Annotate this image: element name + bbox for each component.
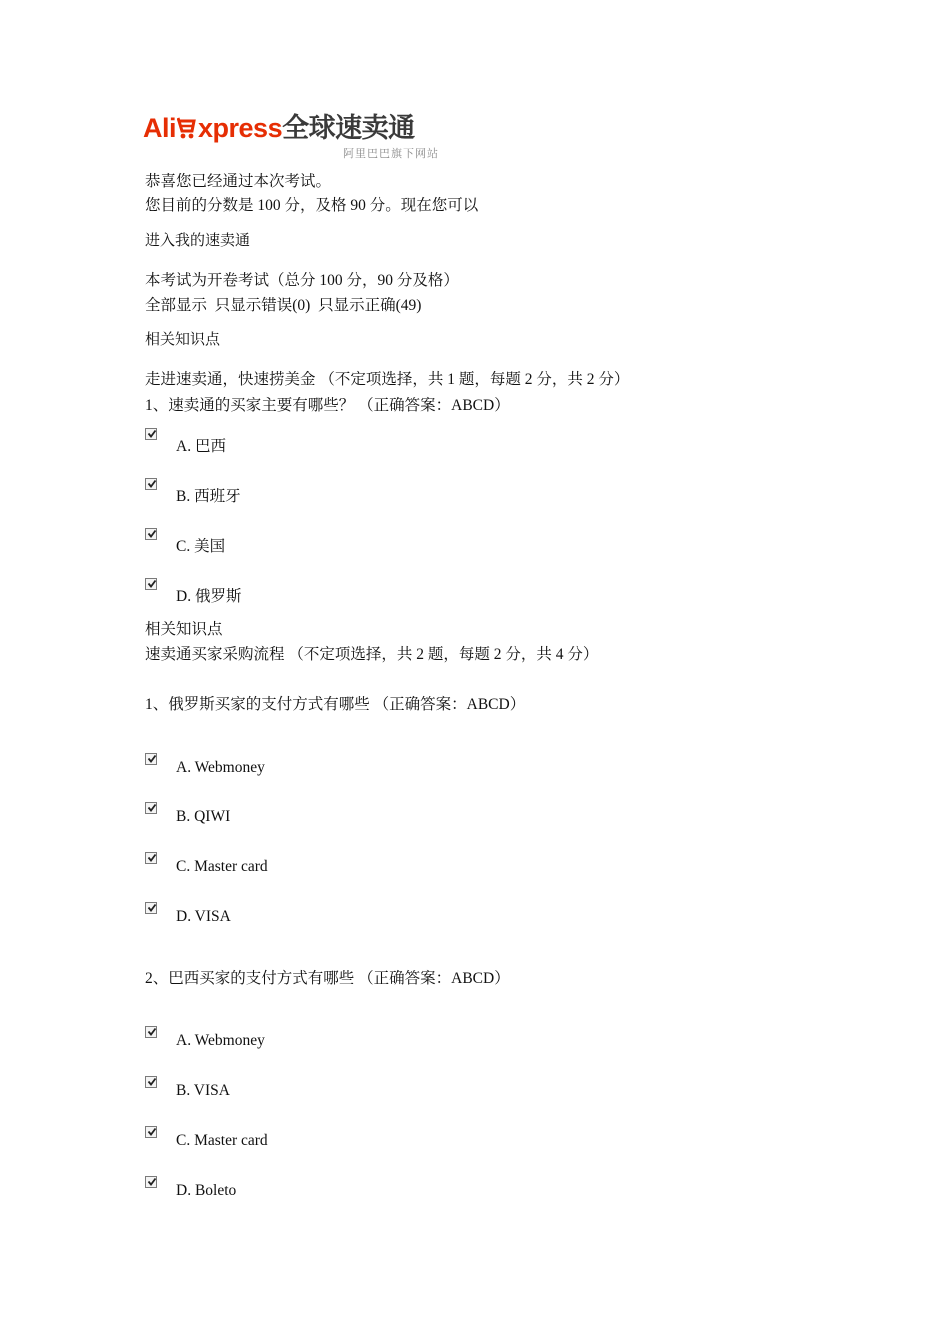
logo-subtitle: 阿里巴巴旗下网站 [343,148,439,160]
option-checkbox[interactable] [145,852,157,864]
option-label: C. Master card [176,1132,268,1149]
question-title: 1、速卖通的买家主要有哪些？ （正确答案：ABCD） [145,397,510,414]
option-label: A. Webmoney [176,759,265,776]
option-checkbox[interactable] [145,478,157,490]
exam-info: 本考试为开卷考试（总分 100 分，90 分及格） [145,272,459,289]
filter-show-all[interactable]: 全部显示 [145,297,208,314]
option-label: D. Boleto [176,1182,237,1199]
section-title: 速卖通买家采购流程 （不定项选择，共 2 题，每题 2 分，共 4 分） [145,646,599,663]
knowledge-link[interactable]: 相关知识点 [145,331,221,348]
option-label: A. Webmoney [176,1032,265,1049]
filter-show-wrong[interactable]: 只显示错误(0) [214,297,311,314]
option-checkbox[interactable] [145,802,157,814]
score-text: 您目前的分数是 100 分，及格 90 分。现在您可以 [145,197,479,214]
option-checkbox[interactable] [145,1126,157,1138]
cart-icon [177,115,197,141]
option-checkbox[interactable] [145,753,157,765]
option-checkbox[interactable] [145,902,157,914]
question-title: 2、巴西买家的支付方式有哪些 （正确答案：ABCD） [145,970,510,987]
knowledge-link[interactable]: 相关知识点 [145,621,223,638]
option-label: B. 西班牙 [176,488,241,505]
enter-my-aliexpress-link[interactable]: 进入我的速卖通 [145,232,251,249]
section-title: 走进速卖通，快速捞美金 （不定项选择，共 1 题，每题 2 分，共 2 分） [145,371,630,388]
congrats-text: 恭喜您已经通过本次考试。 [145,173,332,190]
question-title: 1、俄罗斯买家的支付方式有哪些 （正确答案：ABCD） [145,696,526,713]
aliexpress-logo [143,112,448,160]
filter-bar [145,293,421,315]
option-label: D. 俄罗斯 [176,588,242,605]
option-checkbox[interactable] [145,1026,157,1038]
option-label: C. 美国 [176,538,226,555]
option-label: A. 巴西 [176,438,226,455]
logo-wordmark: Ali xpress全球速卖通 [143,113,415,143]
option-label: C. Master card [176,858,268,875]
option-label: B. QIWI [176,808,231,825]
option-label: B. VISA [176,1082,230,1099]
option-checkbox[interactable] [145,1076,157,1088]
option-label: D. VISA [176,908,231,925]
option-checkbox[interactable] [145,1176,157,1188]
option-checkbox[interactable] [145,528,157,540]
option-checkbox[interactable] [145,578,157,590]
option-checkbox[interactable] [145,428,157,440]
filter-show-right[interactable]: 只显示正确(49) [318,297,422,314]
